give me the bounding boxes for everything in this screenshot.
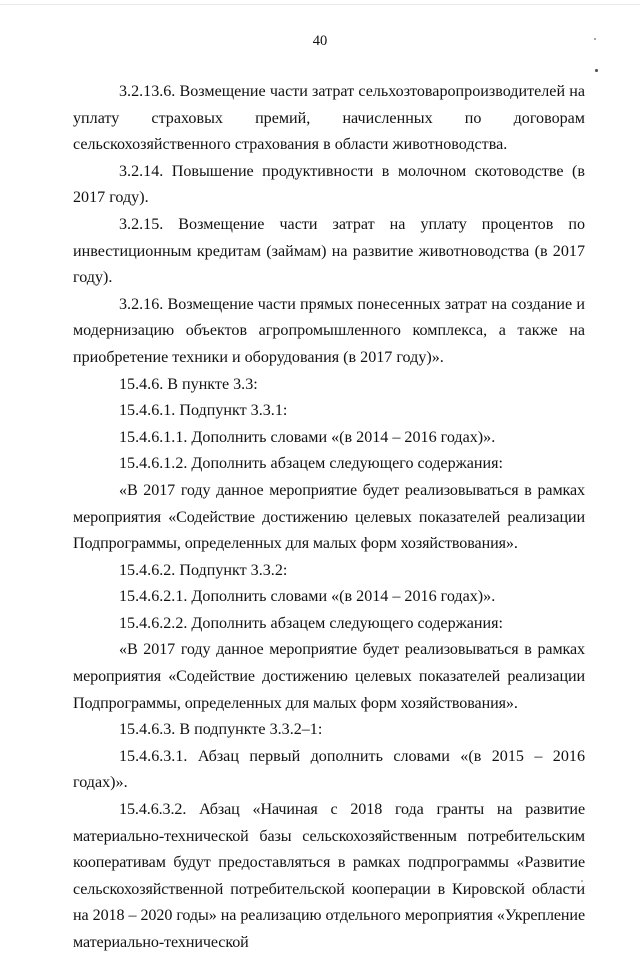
paragraph-15-4-6-1: 15.4.6.1. Подпункт 3.3.1: (119, 402, 288, 420)
quoted-paragraph-2: «В 2017 году данное мероприятие будет реализовываться в рамках мероприятия «Содействие достижению целевых показателей реализации Подпрограммы, определенных для малых форм хозяйствования». (73, 641, 585, 712)
scan-speck (595, 69, 598, 72)
paragraph-3-2-15: 3.2.15. Возмещение части затрат на уплату процентов по инвестиционным кредитам (займам) на развитие животноводства (в 2017 году). (73, 215, 585, 287)
page-top-edge (0, 4, 640, 5)
paragraph-15-4-6: 15.4.6. В пункте 3.3: (119, 375, 258, 393)
scan-speck (594, 38, 596, 40)
paragraph-15-4-6-2-1: 15.4.6.2.1. Дополнить словами «(в 2014 – 2016 годах)». (119, 588, 496, 606)
paragraph-15-4-6-2: 15.4.6.2. Подпункт 3.3.2: (119, 561, 288, 579)
paragraph-15-4-6-1-1: 15.4.6.1.1. Дополнить словами «(в 2014 – 2016 годах)». (119, 428, 496, 446)
paragraph-15-4-6-1-2: 15.4.6.1.2. Дополнить абзацем следующего содержания: (119, 455, 503, 473)
quoted-paragraph-1: «В 2017 году данное мероприятие будет реализовываться в рамках мероприятия «Содействие достижению целевых показателей реализации Подпрограммы, определенных для малых форм хозяйствования». (73, 481, 585, 553)
paragraph-3-2-16: 3.2.16. Возмещение части прямых понесенных затрат на создание и модернизацию объектов агропромышленного комплекса, а также на приобретение техники и оборудования (в 2017 году)». (73, 295, 585, 366)
document-body (73, 79, 585, 957)
paragraph-15-4-6-3-1: 15.4.6.3.1. Абзац первый дополнить словами «(в 2015 – 2016 годах)». (73, 747, 585, 792)
paragraph-15-4-6-3: 15.4.6.3. В подпункте 3.3.2–1: (119, 721, 323, 739)
paragraph-3-2-14: 3.2.14. Повышение продуктивности в молочном скотоводстве (в 2017 году). (73, 162, 585, 207)
paragraph-3-2-13-6: 3.2.13.6. Возмещение части затрат сельхозтоваропроизводителей на уплату страховых премий, начисленных по договорам сельскохозяйственного страхования в области животноводства. (73, 83, 585, 154)
page-number: 40 (312, 33, 328, 49)
paragraph-15-4-6-3-2: 15.4.6.3.2. Абзац «Начиная с 2018 года гранты на развитие материально-технической базы сельскохозяйственным потребительским кооперативам будут предоставляться в рамках подпрограммы «Развитие сельскохозяйственной потребительской кооперации в Кировской области на 2018 – 2020 годы» на реализацию отдельного мероприятия «Укрепление материально-технической (73, 801, 585, 951)
paragraph-15-4-6-2-2: 15.4.6.2.2. Дополнить абзацем следующего содержания: (119, 614, 503, 632)
